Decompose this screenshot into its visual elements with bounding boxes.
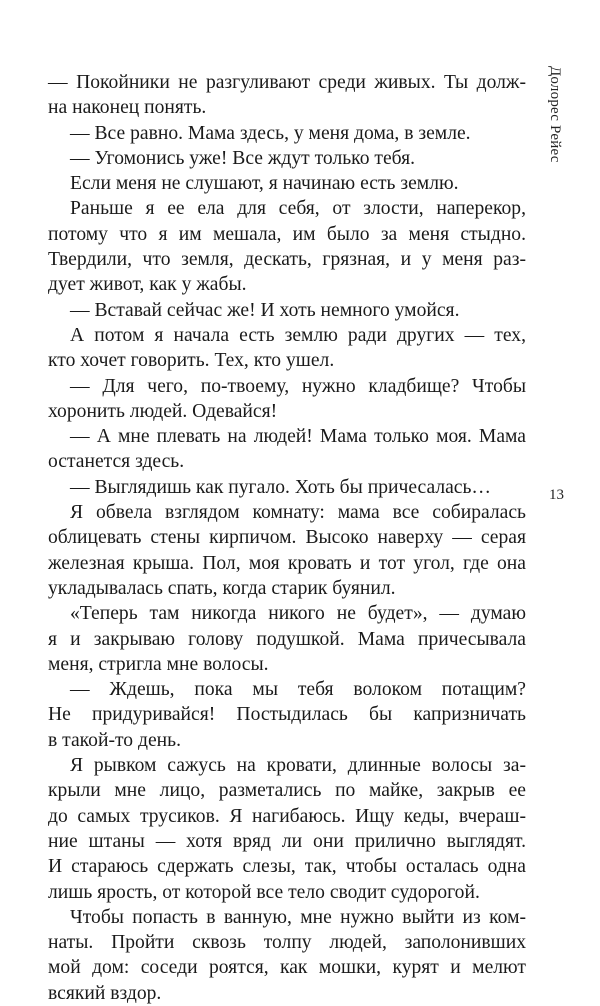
text-line: мой дом: соседи роятся, как мошки, курят и мелют [48,957,526,979]
text-line: облицевать стены кирпичом. Высоко наверху — серая [48,527,526,549]
text-line: — Для чего, по-твоему, нужно кладбище? Чтобы [70,375,526,397]
text-line: кто хочет говорить. Тех, кто ушел. [48,350,335,372]
text-line: до самых трусиков. Я нагибаюсь. Ищу кеды, вчераш- [48,805,526,827]
text-line: Если меня не слушают, я начинаю есть землю. [70,173,459,195]
page-number: 13 [549,487,564,503]
text-line: меня, стригла мне волосы. [48,653,269,675]
text-line: — Все равно. Мама здесь, у меня дома, в земле. [70,122,471,144]
text-line: Чтобы попасть в ванную, мне нужно выйти из ком- [70,906,526,928]
text-line: на наконец понять. [48,97,207,119]
text-line: «Теперь там никогда никого не будет», — думаю [70,603,526,625]
text-line: — Ждешь, пока мы тебя волоком потащим? [70,679,526,701]
text-line: останется здесь. [48,451,185,473]
text-line: — А мне плевать на людей! Мама только моя. Мама [70,426,526,448]
text-line: наты. Пройти сквозь толпу людей, заполонивших [48,932,526,954]
text-line: Твердили, что земля, дескать, грязная, и у меня раз- [48,249,526,271]
text-line: — Вставай сейчас же! И хоть немного умойся. [70,299,460,321]
running-head-author: Долорес Рейес [547,66,563,163]
text-line: — Угомонись уже! Все ждут только тебя. [70,147,416,169]
text-line: дует живот, как у жабы. [48,274,247,296]
text-line: хоронить людей. Одевайся! [48,400,278,422]
text-line: лишь ярость, от которой все тело сводит судорогой. [48,881,480,903]
text-line: Я рывком сажусь на кровати, длинные волосы за- [70,755,526,777]
text-line: потому что я им мешала, им было за меня стыдно. [48,223,526,245]
text-line: крыли мне лицо, разметались по майке, закрыв ее [48,780,526,802]
body-text [48,70,526,1006]
text-line: укладывалась спать, когда старик буянил. [48,577,396,599]
text-line: Не придуривайся! Постыдилась бы капризничать [48,704,526,726]
text-line: А потом я начала есть землю ради других — тех, [70,324,526,346]
text-line: Я обвела взглядом комнату: мама все собиралась [70,502,526,524]
text-line: — Покойники не разгуливают среди живых. Ты долж- [48,72,526,93]
text-line: всякий вздор. [48,982,162,1004]
text-line: железная крыша. Пол, моя кровать и тот угол, где она [48,552,526,574]
text-line: И стараюсь сдержать слезы, так, чтобы осталась одна [48,856,526,878]
text-line: — Выглядишь как пугало. Хоть бы причесалась… [70,476,492,498]
text-line: ние штаны — хотя вряд ли они прилично выглядят. [48,830,526,852]
text-line: Раньше я ее ела для себя, от злости, наперекор, [70,198,526,220]
text-line: я и закрываю голову подушкой. Мама причесывала [48,628,526,650]
text-line: в такой-то день. [48,729,181,751]
